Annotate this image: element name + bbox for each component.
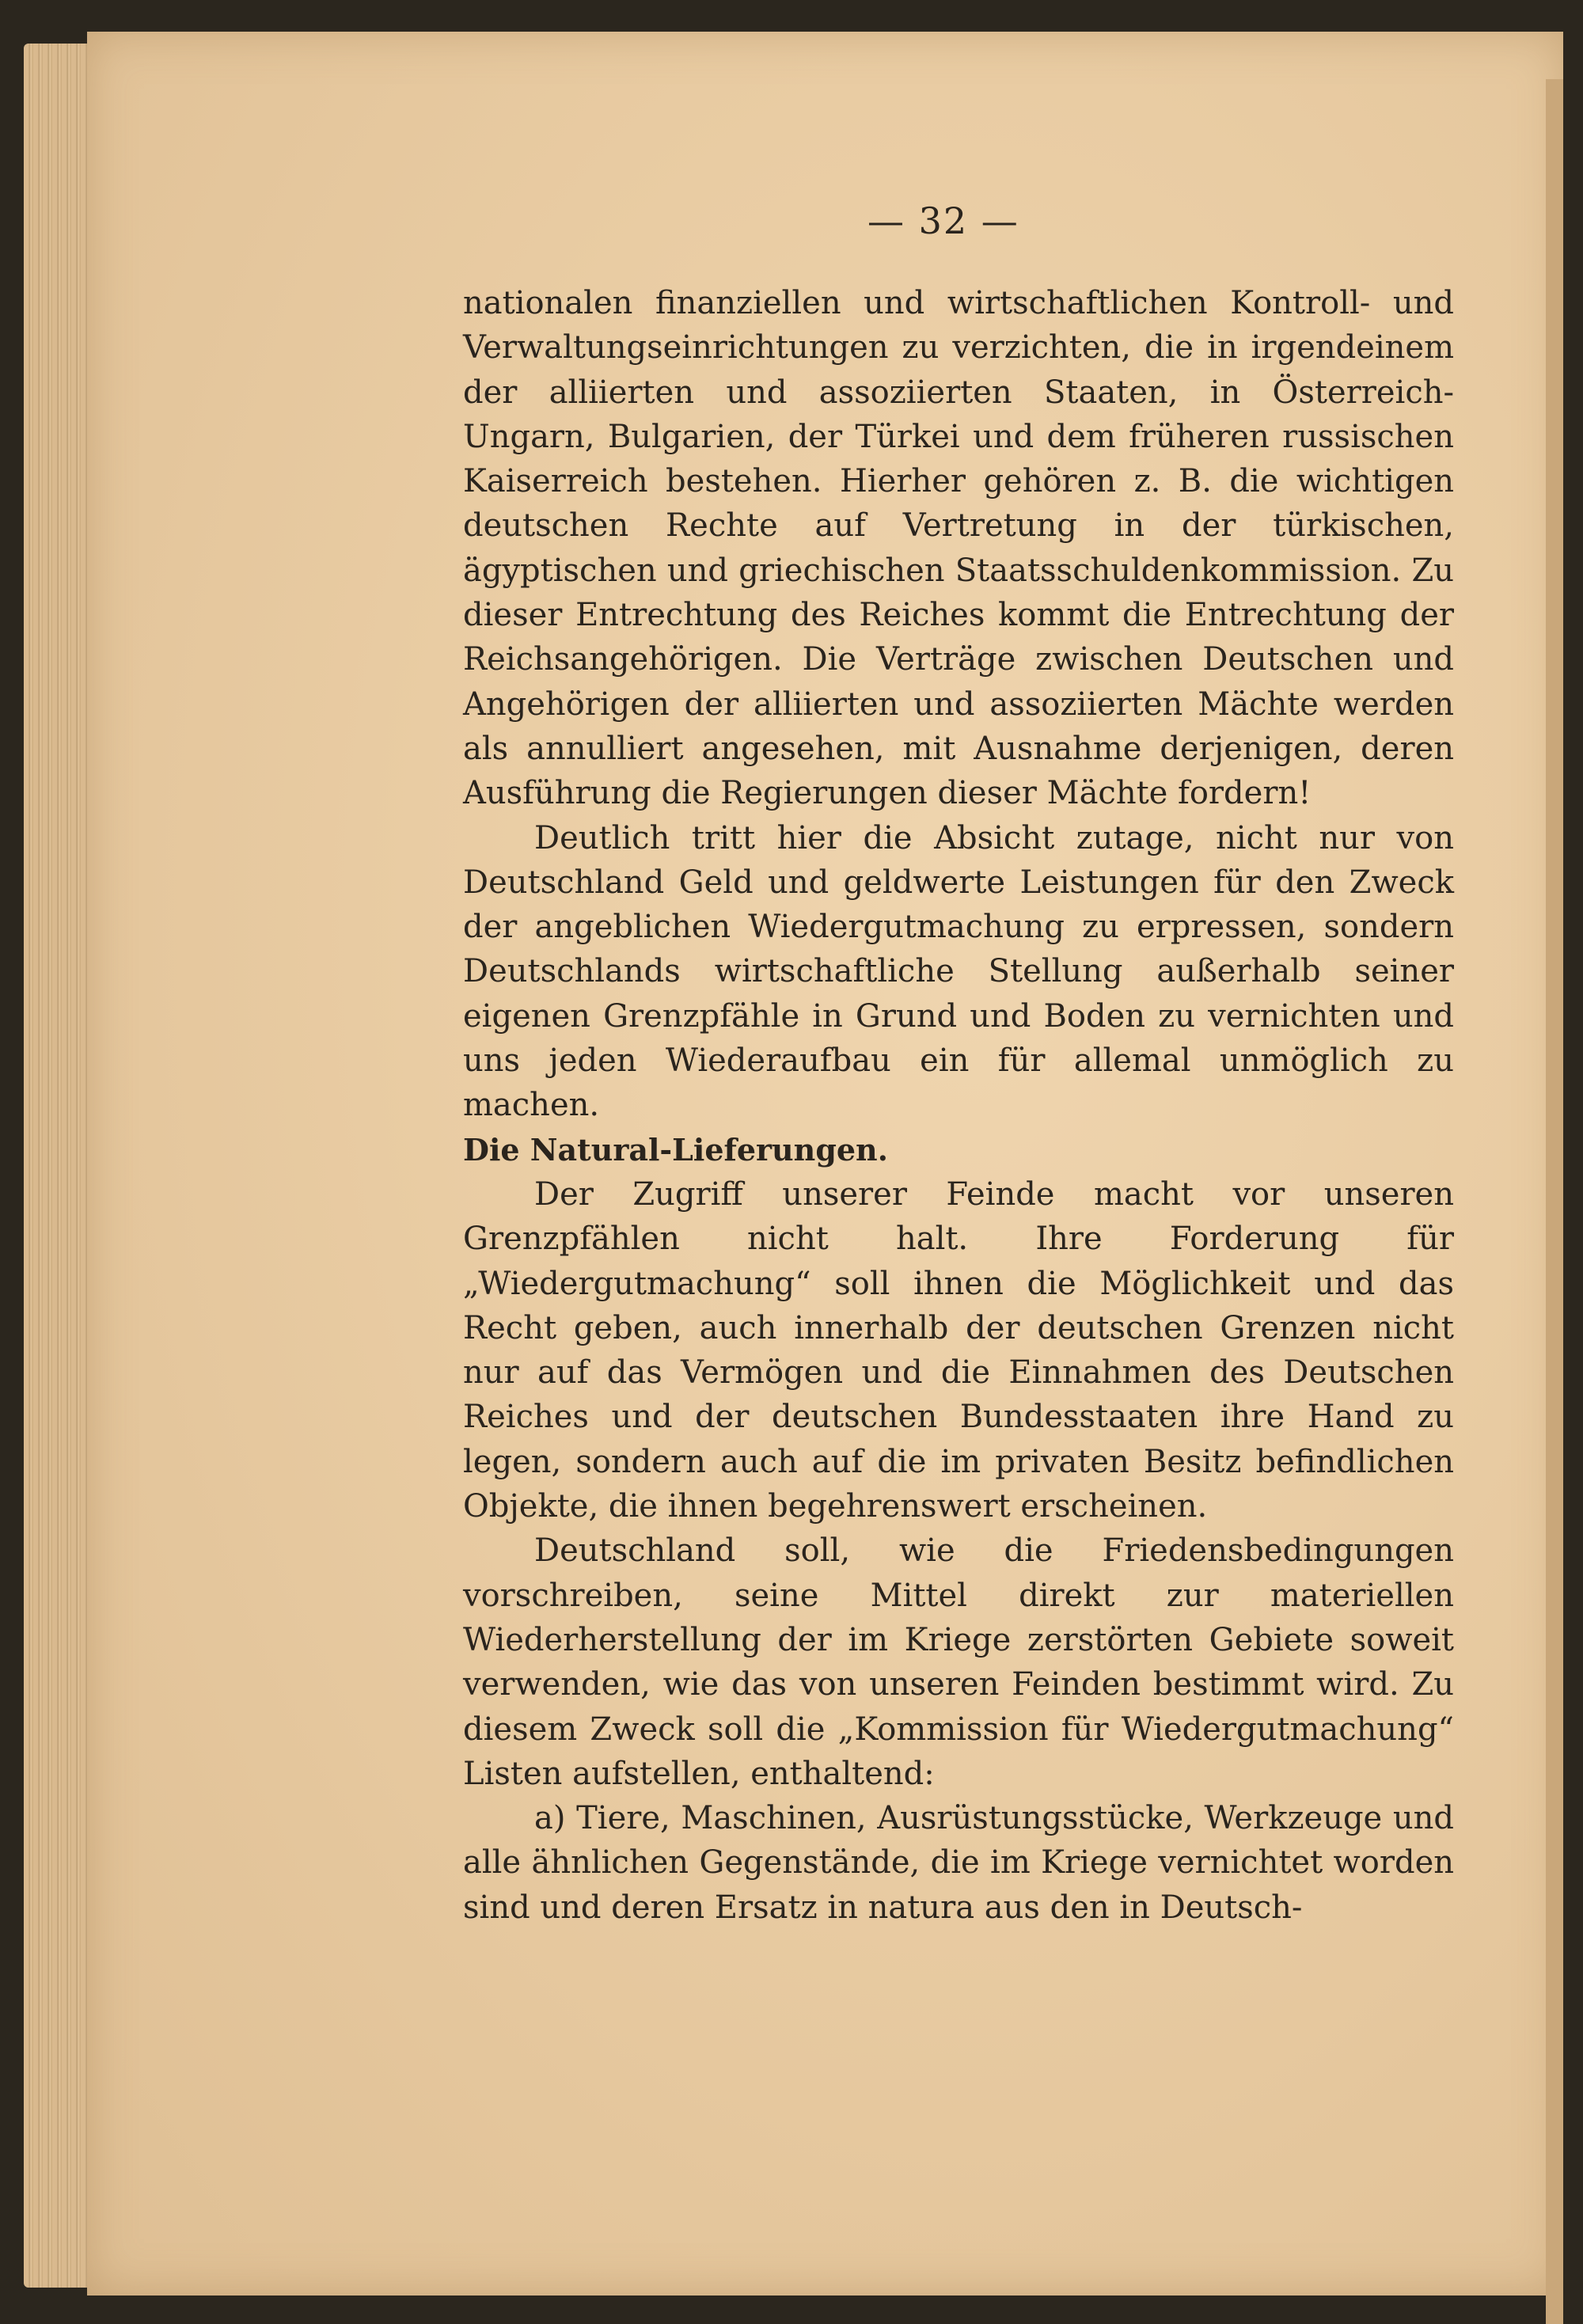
section-heading: Die Natural-Lieferungen. xyxy=(463,1131,888,1168)
paragraph-3: Der Zugriff unserer Feinde macht vor unseren Grenzpfählen nicht halt. Ihre Forderung für „Wiedergutmachung“ soll ihnen die Möglichkeit und das Recht geben, auch innerhalb der deutschen Grenzen nicht nur auf das Vermögen und die Einnahmen des Deutschen Reiches und der deutschen Bundesstaaten ihre Hand zu legen, sondern auch auf die im privaten Besitz befindlichen Objekte, die ihnen begehrenswert erscheinen. xyxy=(463,1175,1454,1525)
paragraph-5: a) Tiere, Maschinen, Ausrüstungsstücke, Werkzeuge und alle ähnlichen Gegenstände, die im Kriege vernichtet worden sind und deren Ersatz in natura aus den in Deutsch- xyxy=(463,1800,1454,1926)
page-number: — 32 — xyxy=(867,199,1019,242)
paragraph-4: Deutschland soll, wie die Friedensbedingungen vorschreiben, seine Mittel direkt zur materiellen Wiederherstellung der im Kriege zerstörten Gebiete soweit verwenden, wie das von unseren Feinden bestimmt wird. Zu diesem Zweck soll die „Kommission für Wiedergutmachung“ Listen aufstellen, enthaltend: xyxy=(463,1532,1454,1792)
body-text xyxy=(463,281,1454,1930)
page-right-edge xyxy=(1546,79,1563,2324)
paragraph-1: nationalen finanziellen und wirtschaftlichen Kontroll- und Verwaltungseinrichtungen zu verzichten, die in irgendeinem der alliierten und assoziierten Staaten, in Österreich-Ungarn, Bulgarien, der Türkei und dem früheren russischen Kaiserreich bestehen. Hierher gehören z. B. die wichtigen deutschen Rechte auf Vertretung in der türkischen, ägyptischen und griechischen Staatsschuldenkommission. Zu dieser Entrechtung des Reiches kommt die Entrechtung der Reichsangehörigen. Die Verträge zwischen Deutschen und Angehörigen der alliierten und assoziierten Mächte werden als annulliert angesehen, mit Ausnahme derjenigen, deren Ausführung die Regierungen dieser Mächte fordern! xyxy=(463,285,1454,812)
paragraph-2: Deutlich tritt hier die Absicht zutage, nicht nur von Deutschland Geld und geldwerte Leistungen für den Zweck der angeblichen Wiedergutmachung zu erpressen, sondern Deutschlands wirtschaftliche Stellung außerhalb seiner eigenen Grenzpfähle in Grund und Boden zu vernichten und uns jeden Wiederaufbau ein für allemal unmöglich zu machen. xyxy=(463,819,1454,1124)
